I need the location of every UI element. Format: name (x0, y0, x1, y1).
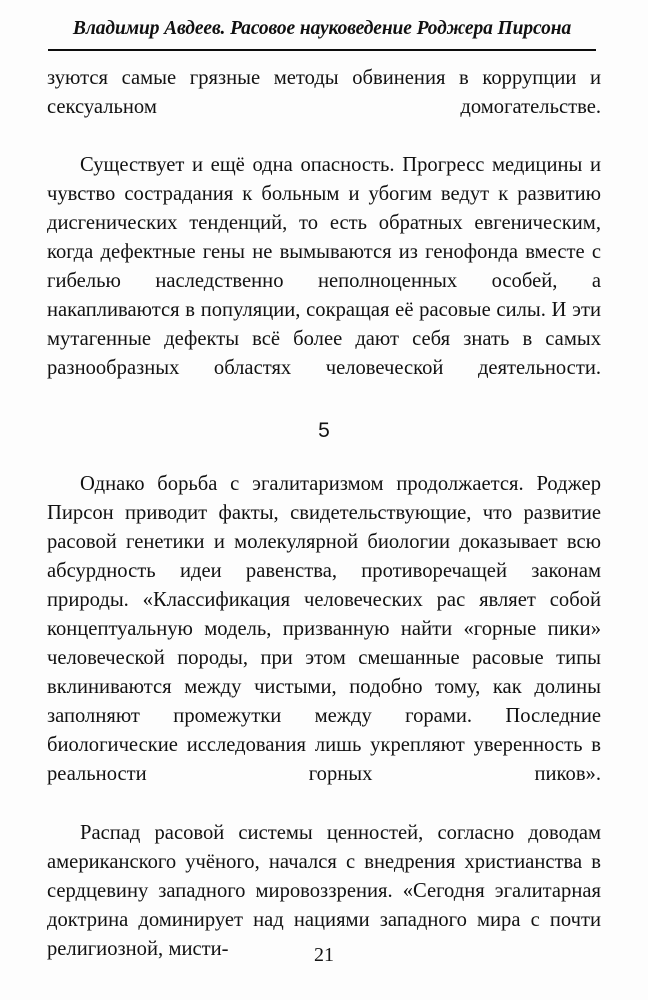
header-rule (48, 49, 596, 51)
body-column-lower (47, 470, 601, 964)
running-head-text: Владимир Авдеев. Расовое науковедение Роджера Пирсона (72, 18, 572, 39)
paragraph-continuation: зуются самые грязные методы обвинения в коррупции и сексуальном домогательстве. (47, 67, 601, 119)
page-number: 21 (314, 944, 334, 966)
body-column-upper (47, 64, 601, 413)
running-head (48, 16, 596, 42)
paragraph: Однако борьба с эгалитаризмом продолжается. Роджер Пирсон приводит факты, свидетельствующие, что развитие расовой генетики и молекулярной биологии доказывает всю абсурдность идеи равенства, противоречащей законам природы. «Классификация человеческих рас являет собой концептуальную модель, призванную найти «горные пики» человеческой породы, при этом смешанные расовые типы вклиниваются между чистыми, подобно тому, как долины заполняют промежутки между горами. Последние биологические исследования лишь укрепляют уверенность в реальности горных пиков». (47, 473, 601, 786)
paragraph: Существует и ещё одна опасность. Прогресс медицины и чувство сострадания к больным и убогим ведут к развитию дисгенических тенденций, то есть обратных евгеническим, когда дефектные гены не вымываются из генофонда вместе с гибелью наследственно неполноценных особей, а накапливаются в популяции, сокращая её расовые силы. И эти мутагенные дефекты всё более дают себя знать в самых разнообразных областях человеческой деятельности. (47, 154, 601, 380)
paragraph: Распад расовой системы ценностей, согласно доводам американского учёного, начался с внедрения христианства в сердцевину западного мировоззрения. «Сегодня эгалитарная доктрина доминирует над нациями западного мира с почти религиозной, мисти- (47, 821, 601, 960)
section-number: 5 (318, 419, 330, 442)
